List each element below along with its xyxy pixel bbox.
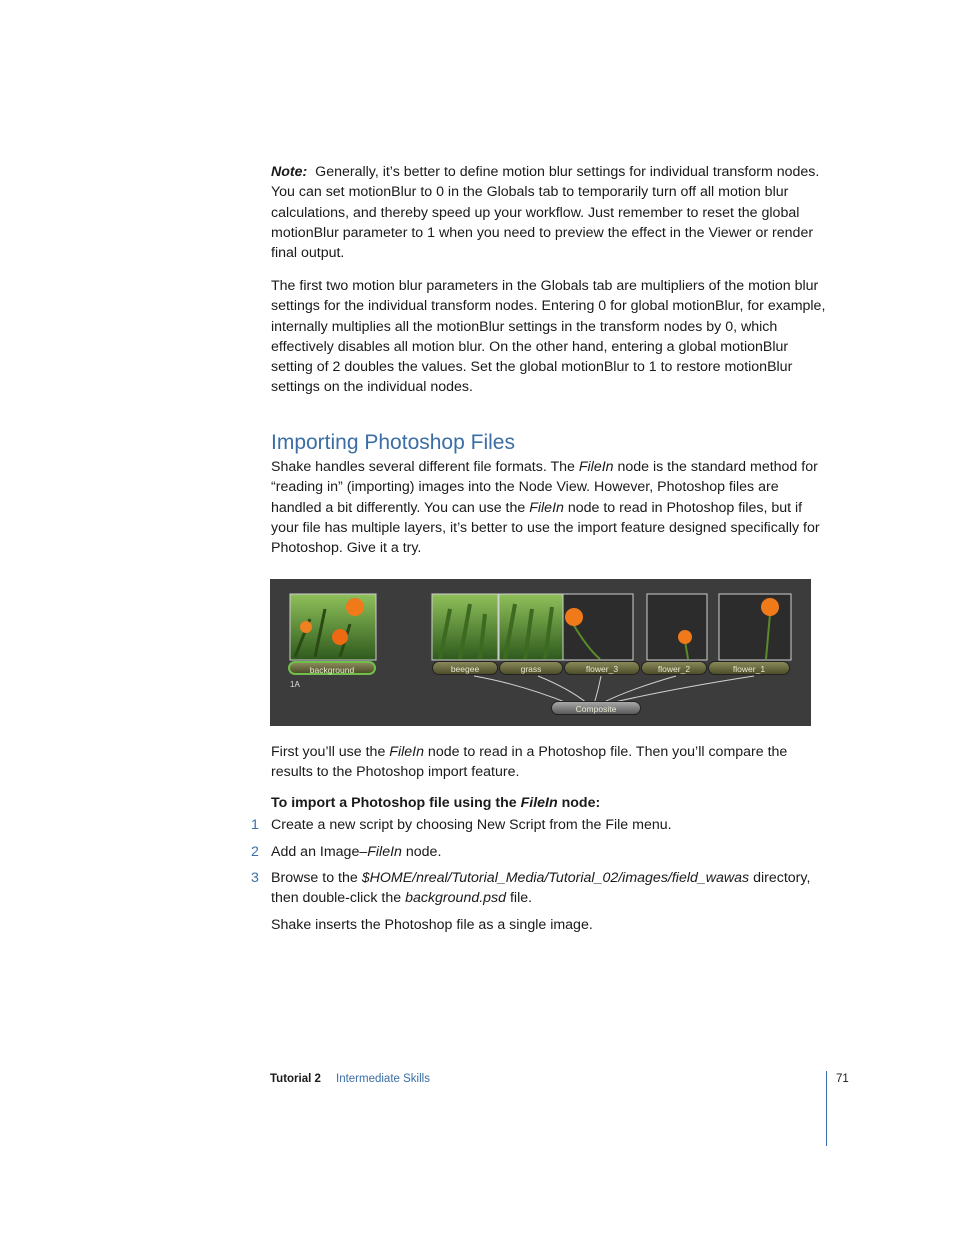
step-number: 1 — [251, 817, 259, 833]
filein-term: FileIn — [389, 744, 424, 760]
grass-thumbnail — [499, 594, 563, 660]
step-number: 2 — [251, 844, 259, 860]
flower-1-node[interactable]: flower_1 — [708, 661, 790, 675]
intro-paragraph: Shake handles several different file formats. The FileIn node is the standard method for “reading in” (importing) images into the Node View. However, Photoshop files are handled a bit differently. You can use the FileIn node to read in Photoshop files, but if your file has multiple layers, it’s better to use the import feature designed specifically for Photoshop. Give it a try. — [271, 459, 820, 557]
filein-term: FileIn — [520, 795, 558, 811]
flower-2-thumbnail — [647, 594, 707, 660]
file-term: background.psd — [405, 890, 507, 907]
node-view-figure — [270, 579, 811, 726]
flower-3-thumbnail — [563, 594, 633, 660]
note-label: Note: — [271, 164, 308, 180]
background-node[interactable]: background — [288, 661, 376, 675]
composite-node[interactable]: Composite — [551, 701, 641, 715]
background-thumbnail — [290, 594, 376, 660]
grass-node[interactable]: grass — [499, 661, 563, 675]
note-paragraph — [271, 162, 826, 263]
globals-paragraph: The first two motion blur parameters in the Globals tab are multipliers of the motion blur settings for the individual transform nodes. Entering 0 for global motionBlur, for example, internally multiplies all the motionBlur settings in the transform nodes by 0, which effectively disables all motion blur. On the other hand, entering a global motionBlur setting of 2 doubles the values. Set the global motionBlur to 1 to restore motionBlur settings on the individual nodes. — [271, 278, 826, 396]
flower-3-node[interactable]: flower_3 — [564, 661, 640, 675]
beegee-thumbnail — [432, 594, 498, 660]
node-wires — [474, 676, 754, 704]
footer-chapter[interactable]: Intermediate Skills — [336, 1073, 430, 1085]
flower-1-thumbnail — [719, 594, 791, 660]
result-text: Shake inserts the Photoshop file as a single image. — [271, 917, 593, 933]
page-number: 71 — [836, 1073, 849, 1085]
footer-tutorial: Tutorial 2 — [270, 1073, 321, 1085]
node-view-art — [270, 579, 811, 726]
beegee-node[interactable]: beegee — [432, 661, 498, 675]
filein-term: FileIn — [578, 459, 614, 475]
flower-2-node[interactable]: flower_2 — [641, 661, 707, 675]
step-text: Create a new script by choosing New Script from the File menu. — [271, 817, 672, 833]
step-text: Add an Image–FileIn node. — [271, 844, 442, 860]
section-heading: Importing Photoshop Files — [271, 431, 515, 454]
step-text: Browse to the $HOME/nreal/Tutorial_Media/Tutorial_02/images/field_wawas directory, then double-click the background.psd file. — [271, 870, 811, 907]
step-number: 3 — [251, 870, 259, 886]
footer-divider — [826, 1071, 827, 1146]
node-tag: 1A — [290, 680, 300, 689]
path-term: $HOME/nreal/Tutorial_Media/Tutorial_02/images/field_wawas — [361, 870, 750, 886]
filein-term: FileIn — [367, 844, 402, 860]
note-text: Generally, it’s better to define motion blur settings for individual transform nodes. You can set motionBlur to 0 in the Globals tab to temporarily turn off all motion blur calculations, and thereby speed up your workflow. Just remember to reset the global motionBlur parameter to 1 when you need to preview the effect in the Viewer or render final output. — [271, 164, 820, 262]
procedure-title: To import a Photoshop file using the FileIn node: — [271, 795, 601, 811]
filein-term: FileIn — [529, 499, 564, 516]
first-paragraph: First you’ll use the FileIn node to read in a Photoshop file. Then you’ll compare the results to the Photoshop import feature. — [271, 744, 788, 781]
